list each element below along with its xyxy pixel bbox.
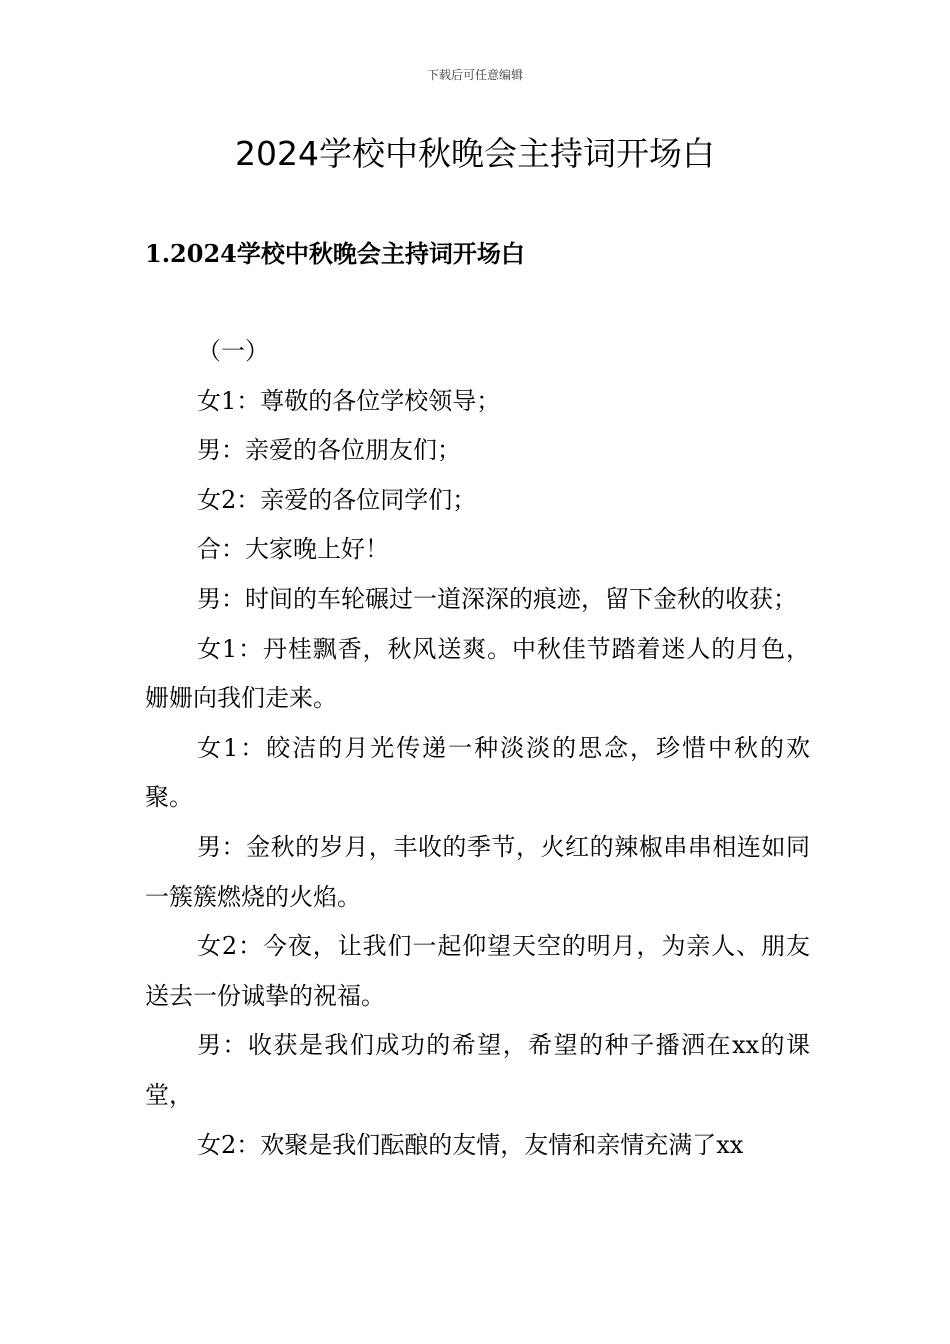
document-title: 2024学校中秋晚会主持词开场白 (235, 134, 715, 173)
paragraph: 男：亲爱的各位朋友们； (197, 436, 461, 465)
paragraph: 女1：皎洁的月光传递一种淡淡的思念，珍惜中秋的欢聚。 (145, 733, 810, 812)
paragraph: 男：收获是我们成功的希望，希望的种子播洒在xx的课堂， (145, 1031, 810, 1109)
paragraph: 合：大家晚上好！ (197, 535, 389, 564)
paragraph: 女2：欢聚是我们酝酿的友情，友情和亲情充满了xx (197, 1130, 744, 1159)
section-heading: 1.2024学校中秋晚会主持词开场白 (145, 239, 525, 268)
paragraph: 男：时间的车轮碾过一道深深的痕迹，留下金秋的收获； (197, 584, 797, 613)
paragraph: 女1：丹桂飘香，秋风送爽。中秋佳节踏着迷人的月色，姗姗向我们走来。 (145, 634, 810, 713)
paragraph: 男：金秋的岁月，丰收的季节，火红的辣椒串串相连如同一簇簇燃烧的火焰。 (145, 832, 810, 911)
paragraph: 女2：亲爱的各位同学们； (197, 485, 477, 514)
header-note: 下载后可任意编辑 (426, 68, 523, 82)
paragraph-sub-marker: （一） (197, 337, 269, 365)
paragraph: 女1：尊敬的各位学校领导； (197, 386, 501, 415)
paragraph: 女2：今夜，让我们一起仰望天空的明月，为亲人、朋友送去一份诚挚的祝福。 (145, 932, 810, 1010)
document-body (145, 327, 810, 1170)
